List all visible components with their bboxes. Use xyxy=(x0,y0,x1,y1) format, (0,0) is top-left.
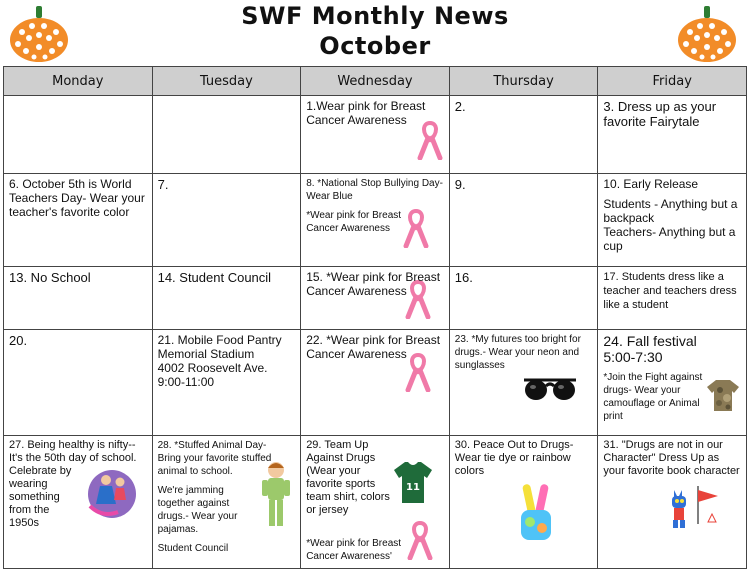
pete-the-cat-icon xyxy=(668,484,722,530)
day-text: 8. *National Stop Bullying Day- Wear Blue xyxy=(306,178,443,202)
day-cell-oct-29 xyxy=(301,436,450,569)
weekday-header-row xyxy=(4,67,747,96)
header-monday: Monday xyxy=(4,67,153,96)
header-friday: Friday xyxy=(598,67,747,96)
header-tuesday: Tuesday xyxy=(152,67,301,96)
day-text: 5:00-7:30 xyxy=(603,349,663,365)
day-cell-oct-22 xyxy=(301,330,450,436)
pajama-kid-icon xyxy=(261,460,291,530)
calendar-table xyxy=(3,66,747,569)
jersey-number: 11 xyxy=(406,482,421,493)
day-cell-oct-20 xyxy=(4,330,153,436)
day-text: *Wear pink for Breast Cancer Awareness xyxy=(306,210,402,234)
day-text: 14. Student Council xyxy=(157,270,272,285)
day-cell-oct-6 xyxy=(4,174,153,267)
pink-ribbon-icon xyxy=(403,208,429,248)
day-text: 3. Dress up as your favorite Fairytale xyxy=(603,99,717,129)
day-text: We're jamming together against drugs.- Wear your pajamas. xyxy=(157,485,238,535)
day-text: Celebrate by wearing something from the 1950s xyxy=(9,465,72,529)
day-cell-oct-9 xyxy=(449,174,598,267)
pink-ribbon-icon xyxy=(407,520,433,560)
jersey-icon xyxy=(393,460,433,504)
week-row xyxy=(4,267,747,330)
day-text: 9:00-11:00 xyxy=(157,375,215,389)
day-text: 2. xyxy=(454,99,466,114)
day-cell-oct-14 xyxy=(152,267,301,330)
day-cell-oct-30 xyxy=(449,436,598,569)
day-text: 1.Wear pink for Breast Cancer Awareness xyxy=(306,99,426,127)
day-text: Teachers- Anything but a cup xyxy=(603,225,736,253)
day-cell-oct-1 xyxy=(301,96,450,174)
day-text: *Wear pink for Breast Cancer Awareness' xyxy=(306,538,402,562)
week-row xyxy=(4,330,747,436)
day-cell-oct-3 xyxy=(598,96,747,174)
day-text: 23. *My futures too bright for drugs.- Wear your neon and sunglasses xyxy=(454,334,581,371)
pumpkin-icon xyxy=(8,4,70,64)
page-subtitle-month: October xyxy=(319,32,431,60)
day-text: 29. Team Up Against Drugs (Wear your favorite sports team shirt, colors or jersey xyxy=(306,439,390,516)
day-text: 24. Fall festival xyxy=(603,333,697,349)
day-cell-oct-23 xyxy=(449,330,598,436)
day-text: 20. xyxy=(9,333,28,348)
day-text: Students - Anything but a backpack xyxy=(603,197,738,225)
day-text: 10. Early Release xyxy=(603,177,699,191)
day-text: 28. *Stuffed Animal Day- Bring your favorite stuffed animal to school. xyxy=(157,440,272,477)
day-text: Student Council xyxy=(157,543,229,554)
day-text: 7. xyxy=(157,177,169,192)
header-wednesday: Wednesday xyxy=(301,67,450,96)
day-cell-oct-17 xyxy=(598,267,747,330)
day-cell-oct-21 xyxy=(152,330,301,436)
day-cell-oct-16 xyxy=(449,267,598,330)
day-cell-oct-15 xyxy=(301,267,450,330)
day-cell-oct-24 xyxy=(598,330,747,436)
day-cell-oct-31 xyxy=(598,436,747,569)
pumpkin-icon xyxy=(676,4,738,64)
day-cell-oct-13 xyxy=(4,267,153,330)
camouflage-shirt-icon xyxy=(706,378,740,412)
day-text: 21. Mobile Food Pantry xyxy=(157,333,282,347)
header-thursday: Thursday xyxy=(449,67,598,96)
day-text: 22. *Wear pink for Breast Cancer Awareness xyxy=(306,333,441,361)
sunglasses-icon xyxy=(522,372,578,404)
day-text: 27. Being healthy is nifty--It's the 50th day of school. xyxy=(9,439,137,464)
fifties-dancers-icon xyxy=(82,466,142,522)
peace-sign-hand-icon xyxy=(516,480,556,546)
day-cell-empty xyxy=(152,96,301,174)
day-text: 31. "Drugs are not in our Character" Dress Up as your favorite book character xyxy=(603,439,740,477)
day-text: 16. xyxy=(454,270,473,285)
day-text: 15. *Wear pink for Breast Cancer Awareness xyxy=(306,270,441,298)
page-title: SWF Monthly News xyxy=(241,2,509,30)
day-cell-oct-2 xyxy=(449,96,598,174)
day-text: Memorial Stadium xyxy=(157,347,255,361)
day-text: 30. Peace Out to Drugs- Wear tie dye or rainbow colors xyxy=(454,439,574,477)
day-text: *Join the Fight against drugs- Wear your camouflage or Animal print xyxy=(603,372,703,422)
day-cell-oct-27 xyxy=(4,436,153,569)
day-cell-oct-7 xyxy=(152,174,301,267)
day-cell-oct-28 xyxy=(152,436,301,569)
day-cell-empty xyxy=(4,96,153,174)
day-text: 6. October 5th is World Teachers Day- Wear your teacher's favorite color xyxy=(9,177,145,219)
day-text: 13. No School xyxy=(9,270,91,285)
week-row xyxy=(4,174,747,267)
day-text: 4002 Roosevelt Ave. xyxy=(157,361,268,375)
week-row xyxy=(4,96,747,174)
week-row xyxy=(4,436,747,569)
day-text: 17. Students dress like a teacher and teachers dress like a student xyxy=(603,271,737,311)
day-cell-oct-10 xyxy=(598,174,747,267)
day-cell-oct-8 xyxy=(301,174,450,267)
day-text: 9. xyxy=(454,177,466,192)
